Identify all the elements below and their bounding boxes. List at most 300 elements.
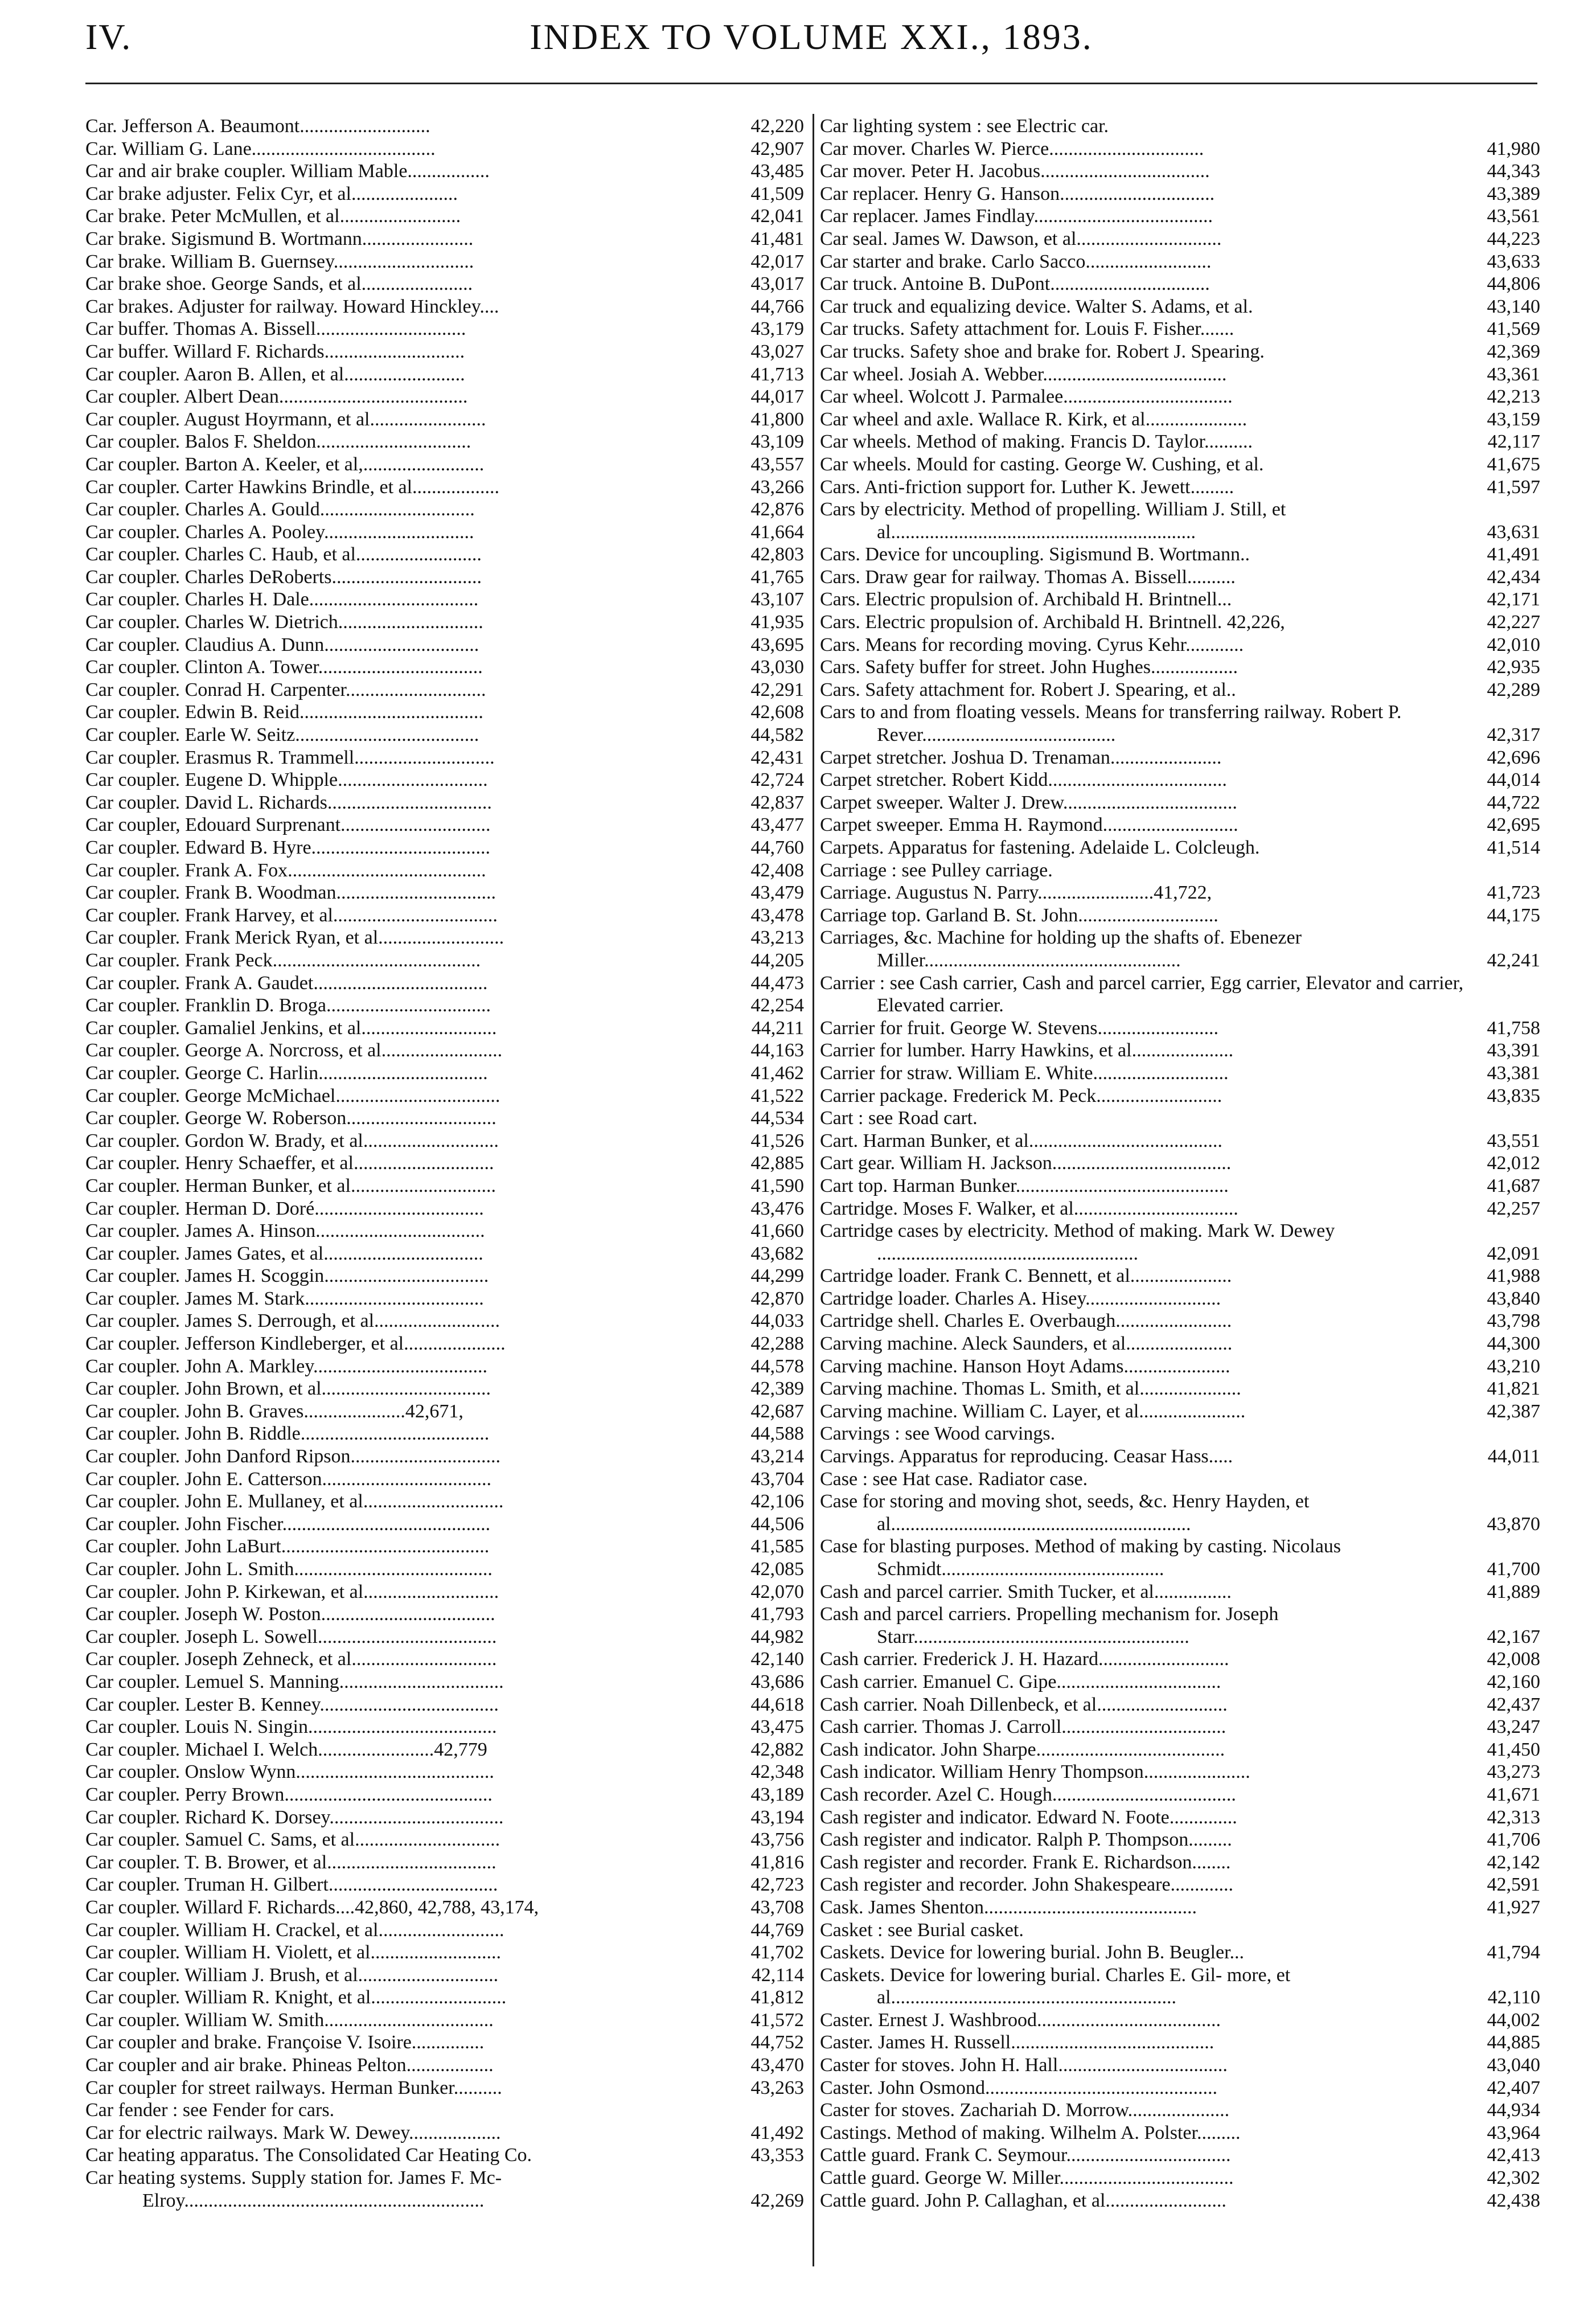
entry-patent-number: 43,194 [750,1806,804,1828]
entry-patent-number: 44,934 [1487,2100,1540,2121]
page-title: INDEX TO VOLUME XXI., 1893. [530,17,1093,57]
entry-subject: Cash indicator. John Sharpe....................................... [820,1739,1225,1760]
entry-patent-number: 43,475 [750,1716,804,1738]
entry-patent-number: 43,030 [750,657,804,678]
entry-patent-number: 43,040 [1487,2055,1540,2076]
entry-subject: Car coupler. George C. Harlin................................... [85,1062,488,1084]
entry-patent-number: 42,220 [750,116,804,137]
entry-subject: Cars. Draw gear for railway. Thomas A. Bissell.......... [820,566,1236,588]
index-entry [85,228,804,251]
entry-subject: Carpet sweeper. Emma H. Raymond............................ [820,814,1238,836]
entry-subject: Cartridge loader. Charles A. Hisey............................ [820,1288,1221,1309]
entry-patent-number: 42,608 [750,702,804,723]
entry-subject: Carvings. Apparatus for reproducing. Ceasar Hass..... [820,1446,1233,1467]
entry-patent-number: 44,223 [1487,228,1540,249]
entry-patent-number: 42,241 [1487,949,1540,971]
index-entry [85,1445,804,1468]
entry-patent-number: 42,091 [1487,1243,1540,1264]
entry-patent-number: 44,033 [750,1310,804,1332]
entry-patent-number: 44,163 [750,1040,804,1061]
index-entry [85,2122,804,2145]
entry-subject: Car coupler. James M. Stark..................................... [85,1288,484,1309]
entry-subject: Cart top. Harman Bunker............................................ [820,1175,1229,1196]
entry-subject: Carpet stretcher. Robert Kidd..................................... [820,769,1227,791]
index-entry [85,792,804,814]
entry-patent-number: 42,017 [750,251,804,272]
entry-subject: Car mover. Peter H. Jacobus................................... [820,161,1210,182]
index-entry [820,1806,1540,1829]
index-entry [820,1175,1540,1198]
entry-patent-number: 43,686 [750,1671,804,1692]
entry-subject: Car coupler. John P. Kirkewan, et al............................ [85,1581,499,1602]
entry-subject: Car coupler. John E. Catterson................................... [85,1468,491,1490]
entry-patent-number: 42,438 [1487,2190,1540,2211]
entry-subject: Car coupler. Charles A. Pooley............................... [85,521,474,543]
entry-patent-number: 42,106 [750,1491,804,1512]
entry-patent-number: 42,257 [1487,1198,1540,1219]
index-entry [820,792,1540,814]
entry-patent-number: 42,369 [1487,341,1540,362]
entry-patent-number: 43,266 [750,476,804,498]
entry-subject: Carriage top. Garland B. St. John............................. [820,904,1218,926]
index-entry [85,115,804,138]
index-entry [85,341,804,363]
entry-subject: Cash carrier. Emanuel C. Gipe.................................. [820,1671,1221,1692]
index-entry [820,1873,1540,1896]
entry-subject: Car coupler. William H. Crackel, et al.......................... [85,1919,504,1941]
index-entry [85,1829,804,1851]
index-entry [820,1198,1540,1220]
entry-patent-number: 41,509 [750,183,804,204]
entry-patent-number: 43,695 [750,634,804,655]
index-entry [820,2167,1540,2190]
entry-subject: Car coupler. Louis N. Singin....................................... [85,1716,497,1738]
entry-subject: Car coupler, Edouard Surprenant............................... [85,814,491,836]
index-entry [820,701,1540,746]
page-number: IV. [85,17,132,57]
entry-patent-number: 43,682 [750,1243,804,1264]
index-entry [85,1039,804,1062]
entry-patent-number: 42,591 [1487,1874,1540,1896]
entry-patent-number: 44,017 [750,386,804,408]
index-entry [85,724,804,747]
index-entry [85,1896,804,1919]
entry-subject: Car coupler. John Brown, et al................................... [85,1378,491,1400]
entry-patent-number: 42,012 [1487,1153,1540,1174]
entry-subject: Car heating systems. Supply station for. James F. Mc- Elroy.............................................................. [85,2167,502,2211]
entry-patent-number: 43,479 [750,882,804,904]
index-entry [820,2031,1540,2054]
index-entry [820,1739,1540,1761]
index-entry [820,2077,1540,2100]
entry-patent-number: 44,473 [750,972,804,994]
entry-subject: Cattle guard. Frank C. Seymour.................................. [820,2145,1231,2166]
entry-subject: Car coupler. Joseph Zehneck, et al.............................. [85,1649,497,1670]
entry-patent-number: 43,798 [1487,1310,1540,1332]
index-entry [820,476,1540,499]
entry-subject: Car coupler. Lemuel S. Manning.................................. [85,1671,504,1692]
entry-patent-number: 43,557 [750,453,804,475]
index-entry [85,1558,804,1581]
entry-subject: Cart gear. William H. Jackson..................................... [820,1153,1232,1174]
entry-patent-number: 41,793 [750,1604,804,1625]
entry-subject: Car coupler. John Danford Ripson............................... [85,1446,501,1467]
entry-patent-number: 44,885 [1487,2032,1540,2053]
index-entry [820,656,1540,679]
entry-subject: Caster for stoves. Zachariah D. Morrow..................... [820,2100,1230,2121]
entry-subject: Cars. Safety attachment for. Robert J. Spearing, et al.. [820,679,1236,700]
entry-patent-number: 42,041 [750,206,804,227]
entry-patent-number: 42,254 [750,995,804,1016]
entry-subject: Car coupler. Albert Dean....................................... [85,386,468,408]
entry-subject: Cash carrier. Noah Dillenbeck, et al........................... [820,1694,1228,1715]
entry-subject: Car coupler. William J. Brush, et al............................. [85,1964,499,1986]
index-entry [820,1062,1540,1085]
entry-subject: Cash recorder. Azel C. Hough...................................... [820,1784,1236,1805]
entry-subject: Car trucks. Safety shoe and brake for. Robert J. Spearing. [820,341,1265,362]
index-entry [820,814,1540,837]
index-entry [85,1198,804,1220]
entry-patent-number: 42,085 [750,1559,804,1580]
entry-patent-number: 42,008 [1487,1649,1540,1670]
index-entry [85,994,804,1017]
entry-subject: Car coupler. George W. Roberson............................... [85,1108,497,1129]
entry-patent-number: 44,014 [1487,769,1540,791]
entry-subject: Car coupler. Jefferson Kindleberger, et al..................... [85,1333,506,1355]
index-entry [85,296,804,318]
entry-subject: Carving machine. Hanson Hoyt Adams...................... [820,1355,1230,1377]
entry-subject: Cars. Means for recording moving. Cyrus Kehr............ [820,634,1244,655]
index-entry [85,363,804,386]
index-entry [85,882,804,904]
index-entry [820,138,1540,161]
entry-subject: Car coupler. Eugene D. Whipple............................... [85,769,488,791]
entry-subject: Car buffer. Thomas A. Bissell............................... [85,318,466,340]
index-entry [85,1107,804,1130]
entry-patent-number: 41,481 [750,228,804,249]
entry-subject: Car coupler and air brake. Phineas Pelton.................. [85,2055,494,2076]
entry-subject: Cart : see Road cart. [820,1108,978,1129]
entry-subject: Car coupler. Gamaliel Jenkins, et al............................ [85,1017,497,1039]
entry-subject: Car coupler. Herman D. Doré................................... [85,1198,484,1219]
index-entry [85,1085,804,1108]
index-entry [85,2077,804,2100]
entry-patent-number: 42,269 [750,2190,804,2211]
index-entry [85,1130,804,1153]
index-entry [85,1468,804,1491]
entry-subject: Car. William G. Lane...................................... [85,138,436,159]
entry-patent-number: 43,389 [1487,183,1540,204]
index-entry [85,1581,804,1604]
index-entry [85,205,804,228]
index-entry [85,1288,804,1310]
index-entry [85,1152,804,1175]
entry-subject: Car coupler. James Gates, et al................................. [85,1243,483,1264]
entry-patent-number: 43,476 [750,1198,804,1219]
entry-subject: Car lighting system : see Electric car. [820,116,1109,137]
index-entry [85,1513,804,1536]
entry-patent-number: 41,927 [1487,1896,1540,1918]
index-entry [85,1716,804,1739]
entry-subject: Cars by electricity. Method of propelling. William J. Still, et al............................................................... [820,499,1286,543]
index-column-right [820,115,1540,2212]
entry-subject: Carrier for lumber. Harry Hawkins, et al..................... [820,1040,1234,1061]
index-entry [85,183,804,206]
index-entry [85,1490,804,1513]
entry-patent-number: 44,766 [750,296,804,317]
entry-subject: Car coupler. T. B. Brower, et al................................... [85,1851,497,1873]
entry-patent-number: 42,227 [1487,612,1540,633]
entry-subject: Car coupler. Franklin D. Broga.................................. [85,995,491,1016]
column-divider [813,114,814,2266]
entry-patent-number: 42,348 [750,1761,804,1783]
entry-subject: Car coupler. James A. Hinson................................... [85,1220,485,1242]
index-entry [820,1333,1540,1355]
entry-patent-number: 43,477 [750,814,804,836]
index-entry [85,588,804,611]
entry-patent-number: 44,011 [1487,1446,1540,1467]
index-entry [820,1761,1540,1784]
entry-subject: Car coupler for street railways. Herman Bunker.......... [85,2077,502,2098]
index-entry [820,1445,1540,1468]
entry-subject: Carrier for fruit. George W. Stevens......................... [820,1017,1219,1039]
entry-subject: Car fender : see Fender for cars. [85,2100,335,2121]
entry-subject: Cash and parcel carriers. Propelling mechanism for. Joseph Starr......................................................... [820,1604,1279,1647]
entry-patent-number: 42,117 [1487,431,1540,453]
entry-patent-number: 44,343 [1487,161,1540,182]
index-entry [820,341,1540,363]
entry-subject: Car starter and brake. Carlo Sacco.......................... [820,251,1212,272]
entry-subject: Car coupler. Frank A. Fox......................................... [85,859,486,881]
entry-subject: Carpet stretcher. Joshua D. Trenaman....................... [820,747,1222,768]
entry-patent-number: 41,816 [750,1851,804,1873]
index-entry [820,634,1540,657]
entry-patent-number: 41,569 [1487,318,1540,340]
entry-patent-number: 41,675 [1487,453,1540,475]
entry-patent-number: 43,273 [1487,1761,1540,1783]
entry-patent-number: 42,431 [750,747,804,768]
index-entry [820,588,1540,611]
index-entry [820,1694,1540,1716]
index-entry [85,837,804,859]
entry-subject: Car coupler. Charles H. Dale................................... [85,589,479,610]
entry-patent-number: 42,724 [750,769,804,791]
entry-patent-number: 42,935 [1487,657,1540,678]
index-entry [85,1017,804,1040]
entry-patent-number: 43,247 [1487,1716,1540,1738]
entry-subject: Car brake. Peter McMullen, et al......................... [85,206,461,227]
entry-subject: Cattle guard. John P. Callaghan, et al......................... [820,2190,1226,2211]
entry-subject: Caster for stoves. John H. Hall................................... [820,2055,1228,2076]
index-entry [820,160,1540,183]
entry-patent-number: 43,361 [1487,363,1540,385]
entry-subject: Casket : see Burial casket. [820,1919,1024,1941]
index-entry [85,273,804,296]
entry-patent-number: 42,289 [1487,679,1540,700]
index-entry [85,904,804,927]
index-entry [820,453,1540,476]
index-entry [85,453,804,476]
entry-subject: Car coupler. William H. Violett, et al........................... [85,1942,502,1963]
entry-subject: Car brake. Sigismund B. Wortmann....................... [85,228,474,249]
entry-subject: Car coupler. Herman Bunker, et al.............................. [85,1175,496,1196]
entry-patent-number: 44,205 [750,949,804,971]
entry-subject: Cash register and indicator. Edward N. Foote.............. [820,1806,1237,1828]
index-entry [820,1085,1540,1108]
entry-subject: Case for blasting purposes. Method of making by casting. Nicolaus Schmidt.............................................. [820,1536,1341,1580]
index-entry [85,972,804,995]
entry-patent-number: 42,837 [750,792,804,813]
index-entry [820,1603,1540,1648]
index-entry [85,318,804,341]
index-entry [820,1648,1540,1671]
entry-subject: Car coupler. George A. Norcross, et al......................... [85,1040,503,1061]
index-entry [820,859,1540,882]
index-entry [820,1265,1540,1288]
index-entry [820,296,1540,318]
index-entry [85,926,804,949]
index-entry [85,2009,804,2032]
index-entry [85,1784,804,1806]
entry-patent-number: 42,142 [1487,1851,1540,1873]
entry-subject: Car coupler. Charles DeRoberts............................... [85,566,482,588]
entry-subject: Car wheel. Wolcott J. Parmalee................................... [820,386,1233,408]
entry-subject: Car coupler. John B. Riddle....................................... [85,1423,490,1445]
entry-subject: Car coupler. Claudius A. Dunn................................ [85,634,479,655]
entry-patent-number: 44,982 [750,1626,804,1647]
entry-patent-number: 42,437 [1487,1694,1540,1715]
entry-patent-number: 44,806 [1487,273,1540,295]
entry-patent-number: 43,017 [750,273,804,295]
index-entry [820,498,1540,543]
entry-patent-number: 42,010 [1487,634,1540,655]
entry-subject: Cartridge shell. Charles E. Overbaugh........................ [820,1310,1232,1332]
entry-subject: Carvings : see Wood carvings. [820,1423,1056,1445]
index-entry [820,1490,1540,1535]
entry-subject: Cash carrier. Frederick J. H. Hazard........................... [820,1649,1229,1670]
entry-patent-number: 42,885 [750,1153,804,1174]
index-entry [820,1784,1540,1806]
entry-patent-number: 43,107 [750,589,804,610]
index-entry [820,1896,1540,1919]
entry-subject: Cash indicator. William Henry Thompson...................... [820,1761,1250,1783]
entry-patent-number: 41,821 [1487,1378,1540,1400]
entry-patent-number: 44,300 [1487,1333,1540,1355]
entry-patent-number: 43,551 [1487,1130,1540,1151]
index-entry [85,1062,804,1085]
entry-subject: Car coupler. Frank A. Gaudet.................................... [85,972,488,994]
index-entry [820,1671,1540,1694]
entry-patent-number: 44,175 [1487,904,1540,926]
index-entry [820,1716,1540,1739]
index-entry [85,1964,804,1987]
index-entry [820,1039,1540,1062]
entry-subject: Cash register and indicator. Ralph P. Thompson......... [820,1829,1232,1851]
entry-patent-number: 41,671 [1487,1784,1540,1805]
entry-subject: Carriage : see Pulley carriage. [820,859,1053,881]
entry-subject: Caster. James H. Russell.......................................... [820,2032,1215,2053]
entry-subject: Car coupler. William R. Knight, et al............................ [85,1987,507,2008]
index-entry [85,1243,804,1265]
index-entry [85,1648,804,1671]
index-entry [820,1400,1540,1423]
entry-patent-number: 44,211 [751,1017,804,1039]
entry-subject: Car coupler. Samuel C. Sams, et al.............................. [85,1829,500,1851]
entry-subject: Car coupler. Gordon W. Brady, et al............................ [85,1130,499,1151]
entry-patent-number: 41,491 [1487,544,1540,565]
entry-subject: Carving machine. William C. Layer, et al...................... [820,1400,1246,1422]
index-entry [820,1355,1540,1378]
entry-subject: Car truck and equalizing device. Walter S. Adams, et al. [820,296,1253,317]
entry-patent-number: 44,534 [750,1108,804,1129]
entry-patent-number: 42,870 [750,1288,804,1309]
index-entry [85,611,804,634]
entry-patent-number: 41,462 [750,1062,804,1084]
entry-subject: Car coupler. Onslow Wynn......................................... [85,1761,494,1783]
entry-patent-number: 42,882 [750,1739,804,1760]
index-entry [85,814,804,837]
entry-subject: Car trucks. Safety attachment for. Louis F. Fisher....... [820,318,1234,340]
entry-patent-number: 41,590 [750,1175,804,1196]
entry-patent-number: 43,213 [750,927,804,949]
index-entry [85,747,804,769]
entry-subject: Carrier : see Cash carrier, Cash and parcel carrier, Egg carrier, Elevator and carrier, Elevated carrier. [820,972,1464,1016]
index-entry [85,1806,804,1829]
index-entry [85,949,804,972]
entry-subject: Car coupler. David L. Richards.................................. [85,792,492,813]
index-entry [85,1761,804,1784]
index-entry [85,1378,804,1400]
entry-subject: Car buffer. Willard F. Richards............................. [85,341,465,362]
entry-subject: Cartridge. Moses F. Walker, et al.................................. [820,1198,1238,1219]
entry-subject: Cars. Anti-friction support for. Luther K. Jewett......... [820,476,1234,498]
entry-subject: Car coupler. John LaBurt........................................... [85,1536,490,1557]
index-entry [820,115,1540,138]
entry-patent-number: 42,313 [1487,1806,1540,1828]
index-entry [820,611,1540,634]
entry-subject: Caster. Ernest J. Washbrood...................................... [820,2009,1221,2031]
index-entry [820,431,1540,453]
entry-patent-number: 41,935 [750,612,804,633]
entry-subject: Caskets. Device for lowering burial. Charles E. Gil- more, et al........................................................... [820,1964,1291,2008]
entry-subject: Cash carrier. Thomas J. Carroll.................................. [820,1716,1226,1738]
entry-patent-number: 43,708 [750,1896,804,1918]
entry-patent-number: 44,578 [750,1355,804,1377]
entry-patent-number: 41,889 [1487,1581,1540,1602]
entry-subject: Cars. Safety buffer for street. John Hughes.................. [820,657,1238,678]
entry-subject: Car coupler. John Fischer........................................... [85,1513,491,1535]
entry-subject: Car coupler. Joseph L. Sowell..................................... [85,1626,497,1647]
entry-patent-number: 42,389 [750,1378,804,1400]
entry-patent-number: 42,803 [750,544,804,565]
index-entry [85,543,804,566]
entry-patent-number: 43,478 [750,904,804,926]
index-entry [85,566,804,589]
index-entry [85,1986,804,2009]
index-entry [820,2122,1540,2145]
entry-subject: Car coupler. John B. Graves.....................42,671, [85,1400,463,1422]
entry-subject: Car coupler. Frank B. Woodman................................. [85,882,496,904]
index-entry [820,1422,1540,1445]
entry-patent-number: 43,485 [750,161,804,182]
entry-patent-number: 43,756 [750,1829,804,1851]
entry-subject: Cask. James Shenton............................................ [820,1896,1197,1918]
entry-subject: Car coupler. Frank Merick Ryan, et al.......................... [85,927,504,949]
entry-patent-number: 42,907 [750,138,804,159]
index-entry [85,2054,804,2077]
entry-subject: Car coupler. Edwin B. Reid...................................... [85,702,483,723]
entry-patent-number: 42,213 [1487,386,1540,408]
